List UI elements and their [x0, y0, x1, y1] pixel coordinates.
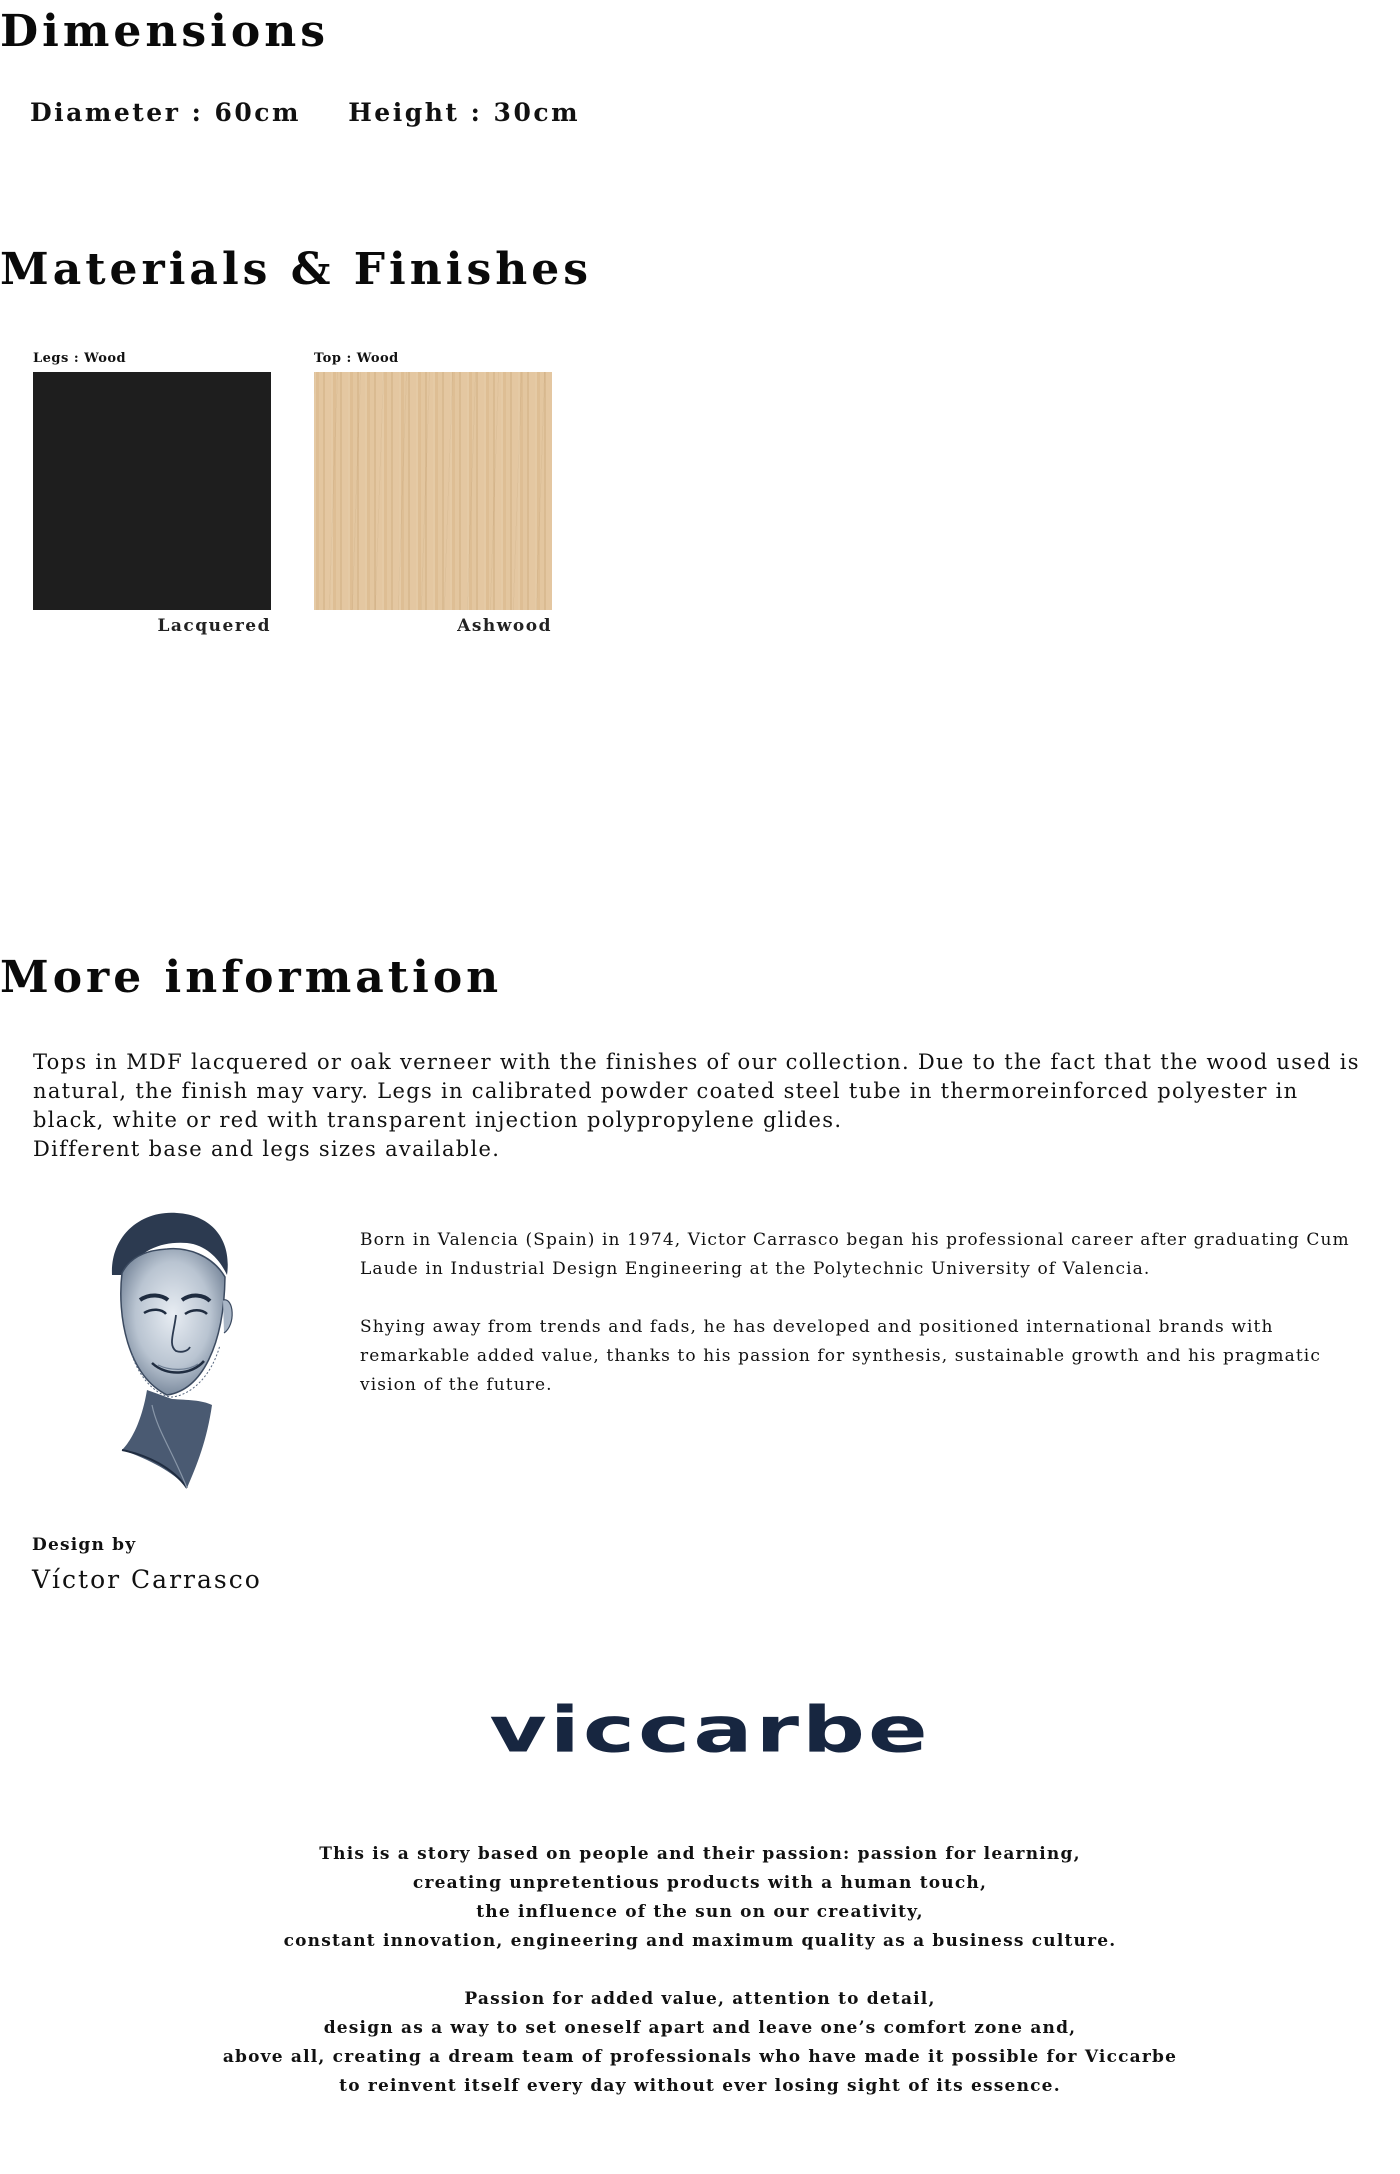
swatch-legs-label: Legs : Wood	[33, 351, 127, 366]
dimensions-heading: Dimensions	[0, 6, 330, 57]
story-line: the influence of the sun on our creativity,	[476, 1902, 924, 1922]
bio-paragraph-1: Born in Valencia (Spain) in 1974, Victor Carrasco began his professional career after graduating Cum Laude in Industrial Design Engineering at the Polytechnic University of Valencia.	[360, 1230, 1350, 1279]
story-line: This is a story based on people and their passion: passion for learning,	[319, 1844, 1081, 1864]
materials-heading: Materials & Finishes	[0, 244, 592, 295]
story-line: Passion for added value, attention to detail,	[464, 1989, 936, 2009]
design-credit	[32, 1535, 262, 1594]
swatch-legs-finish: Lacquered	[157, 616, 271, 636]
swatch-legs-color[interactable]	[33, 372, 271, 610]
designer-bio	[360, 1226, 1370, 1429]
viccarbe-logo: viccarbe	[489, 1692, 931, 1767]
diameter-value: Diameter : 60cm	[30, 98, 301, 127]
swatch-top-label: Top : Wood	[314, 351, 399, 366]
more-info-heading: More information	[0, 952, 503, 1003]
bio-paragraph-2: Shying away from trends and fads, he has developed and positioned international brands with remarkable added value, thanks to his passion for synthesis, sustainable growth and his pragmatic vision of the future.	[360, 1317, 1321, 1395]
story-paragraph-2	[100, 1985, 1300, 2101]
description-paragraph: Tops in MDF lacquered or oak verneer with the finishes of our collection. Due to the fact that the wood used is natural, the finish may vary. Legs in calibrated powder coated steel tube in thermoreinforced polyester in black, white or red with transparent injection polypropylene glides.	[33, 1050, 1360, 1132]
story-line: creating unpretentious products with a human touch,	[412, 1873, 988, 1893]
story-line: design as a way to set oneself apart and leave one’s comfort zone and,	[323, 2018, 1077, 2038]
dimensions-row	[30, 98, 580, 127]
designer-name: Víctor Carrasco	[32, 1565, 262, 1594]
story-line: to reinvent itself every day without ever losing sight of its essence.	[339, 2076, 1061, 2096]
description-note: Different base and legs sizes available.	[33, 1137, 501, 1161]
more-info-description	[33, 1048, 1363, 1164]
swatch-top-color[interactable]	[314, 372, 552, 610]
story-line: constant innovation, engineering and maximum quality as a business culture.	[283, 1931, 1117, 1951]
story-line: above all, creating a dream team of professionals who have made it possible for Viccarbe	[222, 2047, 1178, 2067]
swatch-legs	[33, 352, 271, 636]
designer-portrait	[92, 1205, 242, 1490]
story-paragraph-1	[100, 1840, 1300, 1956]
swatch-top	[314, 352, 552, 636]
design-by-label: Design by	[32, 1535, 137, 1555]
brand-story	[100, 1840, 1300, 2130]
swatch-top-finish: Ashwood	[457, 616, 552, 636]
height-value: Height : 30cm	[348, 98, 581, 127]
